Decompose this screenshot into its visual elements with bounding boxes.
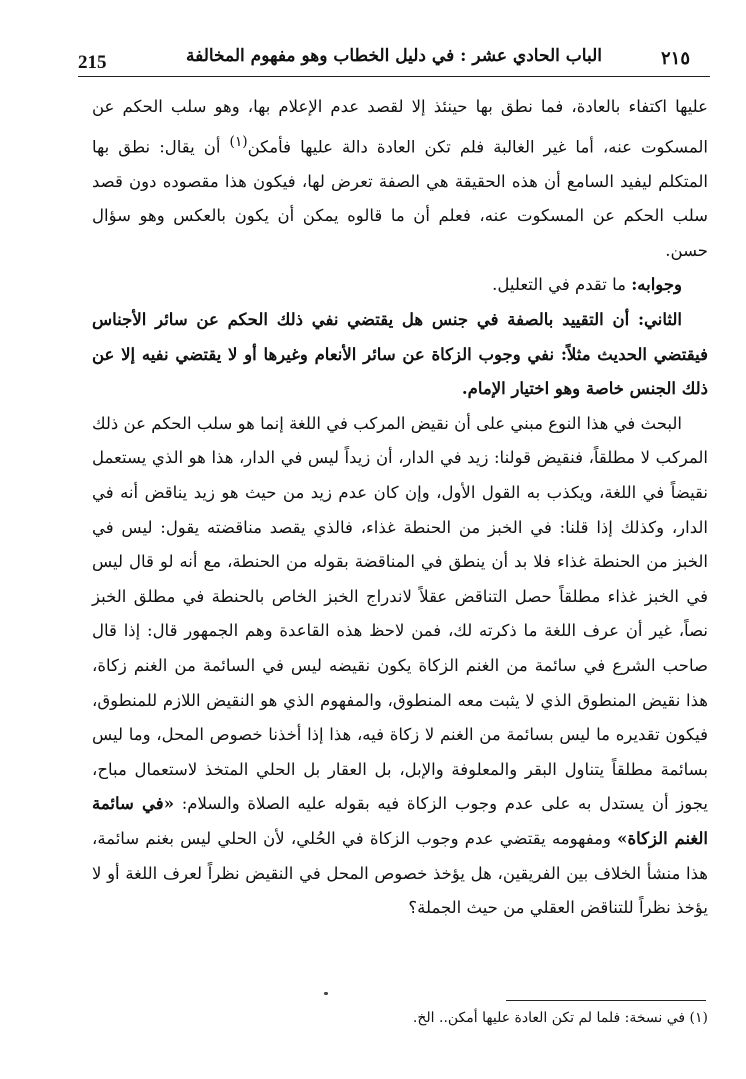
paragraph-discussion xyxy=(92,407,708,926)
chapter-title: الباب الحادي عشر : في دليل الخطاب وهو مفهوم المخالفة xyxy=(185,46,603,66)
footnote-separator xyxy=(506,1000,706,1001)
paragraph-answer xyxy=(92,268,708,303)
hadith-quote: «في سائمة الغنم الزكاة» xyxy=(92,794,708,848)
page-speck xyxy=(324,992,328,995)
paragraph-1-text: عليها اكتفاء بالعادة، فما نطق بها حينئذ إلا لقصد عدم الإعلام بها، وهو سلب الحكم عن المسكوت عنه، أما غير الغالبة فلم تكن العادة دالة عليها فأمكن xyxy=(92,97,708,157)
discussion-text: البحث في هذا النوع مبني على أن نقيض المركب في اللغة إنما هو سلب الحكم عن ذلك المركب لا مطلقاً، فنقيض قولنا: زيد في الدار، أن زيداً ليس في الدار، هذا هو الذي يستعمل نقيضاً في اللغة، ويكذب به القول الأول، وإن كان عدم زيد من حيث هو زيد يناقض أنه في الدار، وكذلك إذا قلنا: في الخبز من الحنطة غذاء، فالذي يقصد مناقضته يقول: ليس في الخبز من الحنطة غذاء فلا بد أن ينطق في المناقضة بقوله من الحنطة، مع أنه لو قال ليس في الخبز غذاء مطلقاً حصل التناقض عقلاً لاندراج الخبز الخاص بالحنطة في مطلق الخبز نصاً، غير أن عرف اللغة ما ذكرته لك، فمن لاحظ هذه القاعدة وهم الجمهور قال: إذا قال صاحب الشرع في سائمة من الغنم الزكاة يكون نقيضه ليس في السائمة من الغنم زكاة، هذا نقيض المنطوق الذي لا يثبت معه المنطوق، والمفهوم الذي هو النقيض اللازم للمنطوق، فيكون تقديره ما ليس بسائمة من الغنم لا زكاة فيه، هذا إذا أخذنا خصوص المحل، وما ليس بسائمة مطلقاً يتناول البقر والمعلوفة والإبل، بل العقار بل الحلي المتخذ لاستعمال مباح، يجوز أن يستدل به على عدم وجوب الزكاة فيه بقوله عليه الصلاة والسلام: xyxy=(92,413,708,814)
footnote xyxy=(200,1010,708,1026)
paragraph-1-continuation: أن يقال: نطق بها المتكلم ليفيد السامع أن هذه الحقيقة هي الصفة تعرض لها، فيكون هذا مقصوده دون قصد سلب الحكم عن المسكوت عنه، فعلم أن ما قالوه يمكن أن يكون بالعكس وهو سؤال حسن. xyxy=(92,137,708,260)
answer-text: ما تقدم في التعليل. xyxy=(492,275,632,295)
footnote-reference: (١) xyxy=(229,133,248,150)
footnote-number: (١) xyxy=(689,1010,708,1026)
discussion-continuation: ومفهومه يقتضي عدم وجوب الزكاة في الحُلي، لأن الحلي ليس بغنم سائمة، هذا منشأ الخلاف بين الفريقين، هل يؤخذ خصوص المحل في النقيض نظراً لعرف اللغة أو لا يؤخذ نظراً للتناقض العقلي من حيث الجملة؟ xyxy=(92,828,709,918)
page-header xyxy=(78,42,710,77)
page-number-arabic: ٢١٥ xyxy=(660,48,690,69)
paragraph-1 xyxy=(92,90,708,268)
paragraph-second-issue: الثاني: أن التقييد بالصفة في جنس هل يقتضي نفي ذلك الحكم عن سائر الأجناس فيقتضي الحديث مثلاً: نفي وجوب الزكاة عن سائر الأنعام وغيرها أو لا يقتضي نفيه إلا عن ذلك الجنس خاصة وهو اختيار الإمام. xyxy=(92,310,708,399)
page-number-latin: 215 xyxy=(78,52,107,73)
page-body xyxy=(92,90,708,926)
footnote-text: في نسخة: فلما لم تكن العادة عليها أمكن.. الخ. xyxy=(412,1010,686,1026)
answer-label: وجوابه: xyxy=(631,275,682,295)
